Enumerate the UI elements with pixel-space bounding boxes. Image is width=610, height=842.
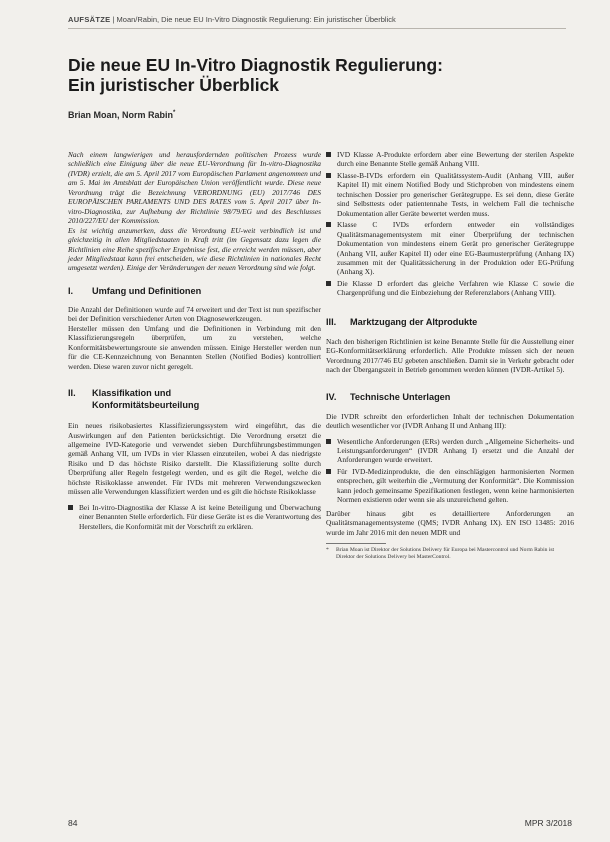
- list-item: IVD Klasse A-Produkte erfordern aber eine Bewertung der sterilen Aspekte durch eine Benannte Stelle gemäß Anhang VIII.: [326, 150, 574, 169]
- author-footnote-mark: *: [173, 110, 176, 116]
- page-number: 84: [68, 818, 78, 828]
- journal-issue: MPR 3/2018: [524, 818, 572, 828]
- section-title: Klassifikation und: [92, 388, 172, 399]
- body-paragraph: Darüber hinaus gibt es detailliertere Anforderungen an Qualitätsmanagementsysteme (QMS; IVDR Anhang IX). EN ISO 13485: 2016 wurde im Jahr 2016 mit den neuen MDR und: [326, 508, 574, 537]
- section-heading: [68, 285, 321, 297]
- intro-paragraph: Nach einem langwierigen und herausfordernden politischen Prozess wurde schließlich eine Einigung über die neue EU-Verordnung für In-vitro-Diagnostika (IVDR) erzielt, die am 5. April 2017 vom Europäischen Parlament angenommen und am 5. Mai im Amtsblatt der Europäischen Union veröffentlicht wurde. Diese neue Verordnung trägt die Bezeichnung VERORDNUNG (EU) 2017/746 DES EUROPÄISCHEN PARLAMENTS UND DES RATES vom 5. April 2017 über In-vitro-Diagnostika, zur Aufhebung der Richtlinie 98/79/EG und des Beschlusses 2010/227/EU der Kommission.: [68, 150, 321, 226]
- bullet-square-icon: [68, 505, 73, 510]
- bullet-square-icon: [326, 152, 331, 157]
- body-paragraph: Hersteller müssen den Umfang und die Definitionen in Verbindung mit den Klassifizierungsregeln überprüfen, um zu verstehen, welche Konformitätsbewertungsroute sie anwenden müssen. Einige Hersteller werden nun für die CE-Kennzeichnung von Benannten Stellen (Notified Bodies) kontrolliert werden. Diese waren zuvor nicht geregelt.: [68, 323, 321, 371]
- section-label: AUFSÄTZE: [68, 15, 111, 24]
- bullet-list: [326, 437, 574, 505]
- bullet-square-icon: [326, 222, 331, 227]
- list-item: Bei In-vitro-Diagnostika der Klasse A ist keine Beteiligung und Überwachung einer Benannten Stelle erforderlich. Für diese Geräte ist es die Verantwortung des Herstellers, die Konformität mit der Vorschrift zu erklären.: [68, 503, 321, 531]
- body-paragraph: Ein neues risikobasiertes Klassifizierungssystem wird eingeführt, das die Auswirkungen auf den Patienten berücksichtigt. Die Verordnung ersetzt die allgemeine IVD-Kategorie und verwendet sieben Durchführungsbestimmungen gemäß Anhang VII, um IVDs in vier Klassen einzuteilen, wobei A das niedrigste Risiko und D das höchste Risiko darstellt. Die Klassifizierung sollte durch Überprüfung aller Regeln festgelegt werden, und es gilt die Regel, welche die höchste Risikoklasse anwendet. Für IVDs mit mehreren Verwendungszwecken müssen alle Verwendungen klassifiziert werden und es gilt die höchste Risikoklasse: [68, 421, 321, 497]
- section-title: Technische Unterlagen: [350, 391, 451, 402]
- body-paragraph: Nach den bisherigen Richtlinien ist keine Benannte Stelle für die Ausstellung einer EG-Konformitätserklärung erforderlich. Alle Produkte müssen sich der neuen Verordnung 2017/746 EU gebeten anschließen. Damit sie in Verkehr gebracht oder nach der Übergangszeit in Betrieb genommen werden können (IVDR-Artikel 5).: [326, 336, 574, 375]
- header-separator: |: [112, 15, 115, 24]
- footnote-rule: [326, 543, 386, 544]
- section-heading: [326, 391, 574, 403]
- list-item: Für IVD-Medizinprodukte, die den einschlägigen harmonisierten Normen entsprechen, gilt weiterhin die „Vermutung der Konformität“. Die Kommission kann jedoch gemeinsame Spezifikationen festlegen, wenn keine harmonisierten Normen existieren oder wenn sie als unzureichend gelten.: [326, 467, 574, 505]
- author-names: Brian Moan, Norm Rabin: [68, 110, 174, 120]
- section-number: II.: [68, 388, 76, 399]
- section-heading: [326, 316, 574, 328]
- title-line-1: Die neue EU In-Vitro Diagnostik Regulierung:: [68, 55, 443, 75]
- footnote-text: Brian Moan ist Direktor der Solutions Delivery für Europa bei Mastercontrol und Norm Rabin ist Direktor der Solutions Delivery bei MasterControl.: [336, 547, 555, 561]
- bullet-list: [326, 150, 574, 298]
- footnote-mark: *: [326, 547, 329, 554]
- bullet-square-icon: [326, 469, 331, 474]
- list-item: Wesentliche Anforderungen (ERs) werden durch „Allgemeine Sicherheits- und Leistungsanforderungen“ (IVDR Anhang I) ersetzt und die Anzahl der Anforderungen wurde erweitert.: [326, 437, 574, 465]
- section-number: III.: [326, 316, 337, 327]
- bullet-square-icon: [326, 281, 331, 286]
- list-item: Klasse-B-IVDs erfordern ein Qualitätssystem-Audit (Anhang VIII, außer Kapitel II) mit einem Notified Body und Stichproben von mindestens einem technischen Dossier pro generischer Gerätegruppe. Es sei denn, diese Geräte sind Selbsttests oder patientennahe Tests, in welchem Fall die technische Dokumentation aller Geräte bewertet werden muss.: [326, 171, 574, 218]
- section-title: Umfang und Definitionen: [92, 285, 202, 296]
- section-heading: [68, 387, 321, 411]
- section-number: I.: [68, 285, 74, 296]
- bullet-list: [68, 503, 321, 531]
- author-line: [68, 110, 175, 120]
- bullet-square-icon: [326, 439, 331, 444]
- list-item: Die Klasse D erfordert das gleiche Verfahren wie Klasse C sowie die Chargenprüfung und die Einbeziehung der Referenzlabors (Anhang VIII).: [326, 279, 574, 298]
- intro-paragraph: Es ist wichtig anzumerken, dass die Verordnung EU-weit verbindlich ist und gleichzeitig in allen Mitgliedstaaten in Kraft tritt (im Gegensatz dazu legen die Richtlinien eine Reihe spezifischer Ergebnisse fest, die erreicht werden müssen, aber jeder Mitgliedstaat kann frei entscheiden, wie diese Richtlinien in nationales Recht umgesetzt werden). Einige der Veränderungen der neuen Verordnung sind wie folgt.: [68, 225, 321, 273]
- bullet-square-icon: [326, 173, 331, 178]
- list-item: Klasse C IVDs erfordern entweder ein vollständiges Qualitätsmanagementsystem mit einer Überprüfung der technischen Dokumentation von mindestens einem Gerät pro generischer Gerätegruppe (Anhang VII, außer Kapitel II) oder eine EG-Baumusterprüfung (Anhang IX) zusammen mit der Qualitätssicherung in der Produktion oder EG-Prüfung (Anhang X).: [326, 220, 574, 277]
- right-column: [326, 150, 574, 561]
- running-header: [68, 15, 568, 24]
- body-paragraph: Die Anzahl der Definitionen wurde auf 74 erweitert und der Text ist nun spezifischer bei der Definition verschiedener Arten von Diagnosewerkzeugen.: [68, 304, 321, 324]
- running-title: Moan/Rabin, Die neue EU In-Vitro Diagnostik Regulierung: Ein juristischer Überblick: [116, 15, 396, 24]
- section-title: Marktzugang der Altprodukte: [350, 316, 478, 327]
- footnote: [326, 547, 574, 561]
- section-title: Konformitätsbeurteilung: [92, 400, 200, 411]
- body-paragraph: Die IVDR schreibt den erforderlichen Inhalt der technischen Dokumentation deutlich wesentlicher vor (IVDR Anhang II und Anhang III):: [326, 411, 574, 431]
- section-number: IV.: [326, 391, 337, 402]
- left-column: [68, 150, 321, 533]
- article-title: [68, 55, 538, 95]
- header-rule: [68, 28, 566, 29]
- title-line-2: Ein juristischer Überblick: [68, 75, 280, 95]
